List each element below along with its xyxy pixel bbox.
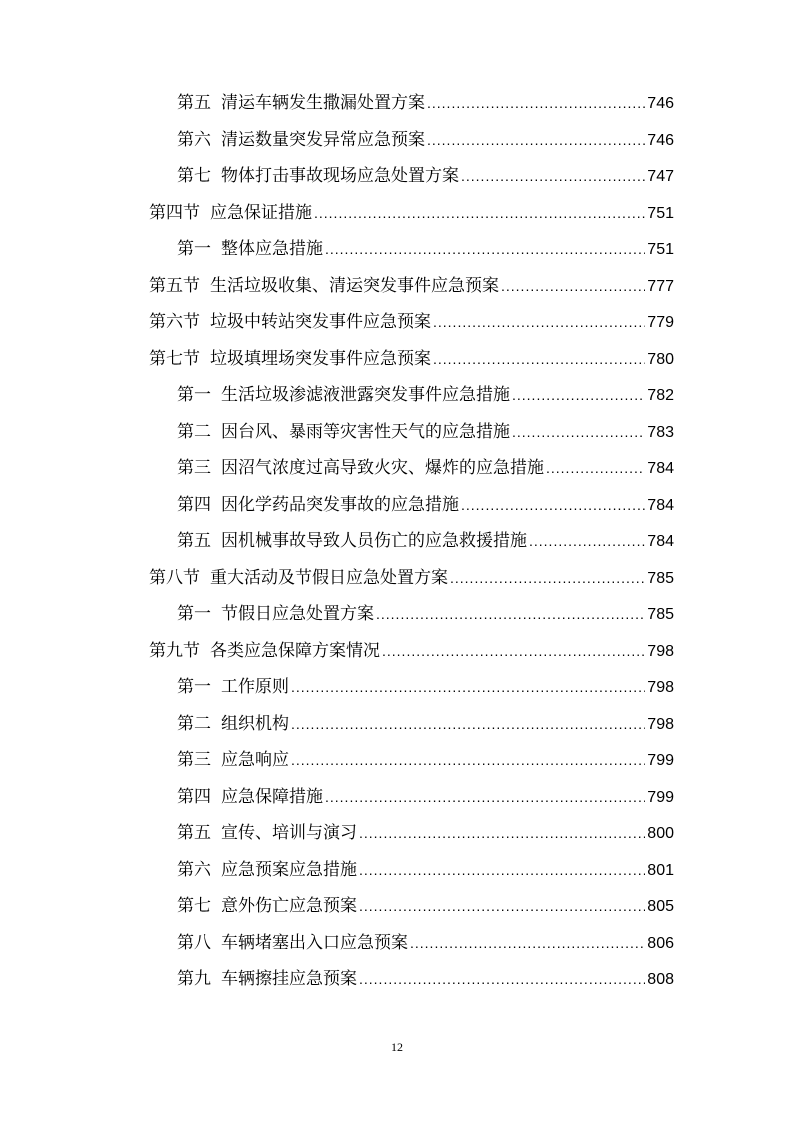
toc-entry-number: 第二 bbox=[177, 421, 211, 442]
toc-entry[interactable] bbox=[177, 711, 674, 737]
toc-dot-leader bbox=[501, 273, 645, 299]
toc-page-number: 784 bbox=[647, 460, 674, 477]
toc-entry[interactable] bbox=[177, 820, 674, 846]
toc-page-number: 784 bbox=[647, 496, 674, 514]
toc-page-number: 799 bbox=[647, 788, 674, 806]
toc-entry-label bbox=[177, 236, 323, 262]
toc-dot-leader bbox=[410, 930, 645, 956]
toc-entry[interactable] bbox=[177, 492, 674, 518]
toc-section-entry[interactable] bbox=[149, 273, 674, 299]
toc-page-number: 801 bbox=[647, 861, 674, 879]
toc-page-number: 751 bbox=[647, 241, 674, 258]
toc-dot-leader bbox=[546, 455, 645, 481]
toc-dot-leader bbox=[512, 382, 645, 408]
toc-entry-title: 垃圾中转站突发事件应急预案 bbox=[210, 312, 431, 332]
toc-entry-label bbox=[177, 601, 374, 627]
toc-dot-leader bbox=[461, 163, 645, 189]
toc-page-number: 779 bbox=[647, 314, 674, 331]
toc-entry-label bbox=[177, 163, 459, 189]
toc-entry-title: 生活垃圾渗滤液泄露突发事件应急措施 bbox=[221, 385, 510, 405]
toc-page-number: 777 bbox=[647, 277, 674, 295]
toc-dot-leader bbox=[382, 638, 645, 664]
toc-entry-label bbox=[177, 419, 510, 445]
toc-page-number: 785 bbox=[647, 569, 674, 587]
toc-entry-label bbox=[149, 309, 431, 335]
toc-dot-leader bbox=[433, 346, 645, 372]
toc-dot-leader bbox=[512, 419, 645, 445]
toc-dot-leader bbox=[461, 492, 645, 518]
toc-page-number: 746 bbox=[647, 131, 674, 149]
toc-entry-title: 意外伤亡应急预案 bbox=[221, 896, 357, 916]
toc-entry-title: 应急响应 bbox=[221, 750, 289, 770]
toc-entry-label bbox=[177, 382, 510, 408]
toc-entry-number: 第五节 bbox=[149, 275, 200, 296]
toc-entry-number: 第五 bbox=[177, 93, 211, 113]
toc-dot-leader bbox=[359, 857, 645, 883]
toc-entry-label bbox=[177, 455, 544, 481]
toc-dot-leader bbox=[529, 528, 645, 554]
toc-page-number: 800 bbox=[647, 825, 674, 842]
toc-page-number: 784 bbox=[647, 533, 674, 550]
toc-entry-number: 第二 bbox=[177, 713, 211, 734]
toc-dot-leader bbox=[427, 90, 645, 116]
toc-entry-title: 应急预案应急措施 bbox=[221, 859, 357, 880]
toc-page-number: 805 bbox=[647, 898, 674, 915]
toc-page-number: 799 bbox=[647, 752, 674, 769]
toc-page-number: 808 bbox=[647, 971, 674, 988]
toc-entry[interactable] bbox=[177, 163, 674, 189]
toc-entry[interactable] bbox=[177, 893, 674, 919]
toc-entry-number: 第三 bbox=[177, 458, 211, 478]
toc-entry-title: 车辆堵塞出入口应急预案 bbox=[221, 932, 408, 953]
toc-entry-number: 第七节 bbox=[149, 348, 200, 369]
toc-entry-label bbox=[149, 346, 431, 372]
toc-entry-label bbox=[177, 893, 357, 919]
toc-entry-label bbox=[177, 930, 408, 956]
toc-entry-title: 清运数量突发异常应急预案 bbox=[221, 129, 425, 150]
toc-entry-title: 因台风、暴雨等灾害性天气的应急措施 bbox=[221, 421, 510, 442]
toc-entry[interactable] bbox=[177, 127, 674, 153]
toc-dot-leader bbox=[359, 893, 645, 919]
page-number: 12 bbox=[391, 1040, 403, 1054]
toc-entry-title: 应急保证措施 bbox=[210, 202, 312, 223]
toc-entry-title: 宣传、培训与演习 bbox=[221, 823, 357, 843]
toc-entry-label bbox=[149, 200, 312, 226]
toc-dot-leader bbox=[291, 711, 645, 737]
toc-entry[interactable] bbox=[177, 966, 674, 992]
toc-entry-label bbox=[177, 492, 459, 518]
toc-entry-number: 第四 bbox=[177, 786, 211, 807]
toc-entry-label bbox=[177, 857, 357, 883]
toc-entry-number: 第六 bbox=[177, 129, 211, 150]
toc-dot-leader bbox=[325, 236, 645, 262]
toc-entry-number: 第五 bbox=[177, 823, 211, 843]
toc-entry-number: 第一 bbox=[177, 239, 211, 259]
toc-entry-title: 节假日应急处置方案 bbox=[221, 604, 374, 624]
toc-entry-label bbox=[149, 638, 380, 664]
toc-entry[interactable] bbox=[177, 601, 674, 627]
toc-entry-title: 组织机构 bbox=[221, 713, 289, 734]
toc-entry-number: 第一 bbox=[177, 677, 211, 697]
toc-dot-leader bbox=[450, 565, 645, 591]
toc-entry-title: 生活垃圾收集、清运突发事件应急预案 bbox=[210, 275, 499, 296]
toc-section-entry[interactable] bbox=[149, 638, 674, 664]
toc-entry-label bbox=[177, 747, 289, 773]
toc-entry-number: 第九 bbox=[177, 969, 211, 989]
toc-page-number: 798 bbox=[647, 679, 674, 696]
toc-page-number: 782 bbox=[647, 387, 674, 404]
toc-page-number: 747 bbox=[647, 168, 674, 185]
toc-dot-leader bbox=[291, 747, 645, 773]
toc-dot-leader bbox=[359, 966, 645, 992]
toc-entry-label bbox=[177, 90, 425, 116]
toc-entry-number: 第六 bbox=[177, 859, 211, 880]
toc-entry[interactable] bbox=[177, 747, 674, 773]
toc-entry-title: 车辆擦挂应急预案 bbox=[221, 969, 357, 989]
toc-entry-title: 应急保障措施 bbox=[221, 786, 323, 807]
toc-page-number: 751 bbox=[647, 204, 674, 222]
toc-entry-label bbox=[177, 674, 289, 700]
toc-dot-leader bbox=[325, 784, 645, 810]
toc-entry-number: 第七 bbox=[177, 896, 211, 916]
toc-page-number: 785 bbox=[647, 606, 674, 623]
toc-dot-leader bbox=[359, 820, 645, 846]
toc-entry[interactable] bbox=[177, 784, 674, 810]
toc-entry-number: 第六节 bbox=[149, 312, 200, 332]
toc-dot-leader bbox=[376, 601, 645, 627]
toc-page-number: 780 bbox=[647, 350, 674, 368]
toc-entry-number: 第七 bbox=[177, 166, 211, 186]
toc-entry[interactable] bbox=[177, 857, 674, 883]
toc-section-entry[interactable] bbox=[149, 309, 674, 335]
toc-entry[interactable] bbox=[177, 90, 674, 116]
toc-page-number: 806 bbox=[647, 934, 674, 952]
toc-entry-label bbox=[177, 966, 357, 992]
toc-entry-number: 第三 bbox=[177, 750, 211, 770]
toc-entry-title: 工作原则 bbox=[221, 677, 289, 697]
toc-entry-number: 第一 bbox=[177, 604, 211, 624]
toc-entry-number: 第一 bbox=[177, 385, 211, 405]
toc-entry-label bbox=[177, 711, 289, 737]
toc-entry-number: 第五 bbox=[177, 531, 211, 551]
toc-entry-label bbox=[149, 565, 448, 591]
toc-entry-title: 清运车辆发生撒漏处置方案 bbox=[221, 93, 425, 113]
toc-dot-leader bbox=[291, 674, 645, 700]
toc-entry-label bbox=[149, 273, 499, 299]
toc-page-number: 746 bbox=[647, 95, 674, 112]
toc-entry-number: 第九节 bbox=[149, 640, 200, 661]
toc-entry-number: 第八节 bbox=[149, 567, 200, 588]
toc-dot-leader bbox=[433, 309, 645, 335]
toc-entry[interactable] bbox=[177, 236, 674, 262]
toc-entry-number: 第八 bbox=[177, 932, 211, 953]
toc-entry-label bbox=[177, 820, 357, 846]
toc-entry-title: 因沼气浓度过高导致火灾、爆炸的应急措施 bbox=[221, 458, 544, 478]
toc-entry-title: 因机械事故导致人员伤亡的应急救援措施 bbox=[221, 531, 527, 551]
toc-entry[interactable] bbox=[177, 419, 674, 445]
toc-entry[interactable] bbox=[177, 528, 674, 554]
toc-entry-title: 整体应急措施 bbox=[221, 239, 323, 259]
toc-entry-number: 第四节 bbox=[149, 202, 200, 223]
toc-page-number: 783 bbox=[647, 423, 674, 441]
toc-entry[interactable] bbox=[177, 455, 674, 481]
toc-page-number: 798 bbox=[647, 715, 674, 733]
toc-entry-title: 物体打击事故现场应急处置方案 bbox=[221, 166, 459, 186]
toc-entry[interactable] bbox=[177, 674, 674, 700]
toc-entry-title: 因化学药品突发事故的应急措施 bbox=[221, 494, 459, 515]
toc-dot-leader bbox=[427, 127, 645, 153]
toc-entry[interactable] bbox=[177, 930, 674, 956]
toc-dot-leader bbox=[314, 200, 645, 226]
toc-section-entry[interactable] bbox=[149, 200, 674, 226]
toc-entry[interactable] bbox=[177, 382, 674, 408]
toc-entry-label bbox=[177, 127, 425, 153]
toc-entry-title: 垃圾填埋场突发事件应急预案 bbox=[210, 348, 431, 369]
toc-entry-title: 各类应急保障方案情况 bbox=[210, 640, 380, 661]
toc-entry-label bbox=[177, 528, 527, 554]
toc-entry-title: 重大活动及节假日应急处置方案 bbox=[210, 567, 448, 588]
toc-page-number: 798 bbox=[647, 642, 674, 660]
toc-entry-number: 第四 bbox=[177, 494, 211, 515]
toc-section-entry[interactable] bbox=[149, 565, 674, 591]
toc-entry-label bbox=[177, 784, 323, 810]
toc-section-entry[interactable] bbox=[149, 346, 674, 372]
